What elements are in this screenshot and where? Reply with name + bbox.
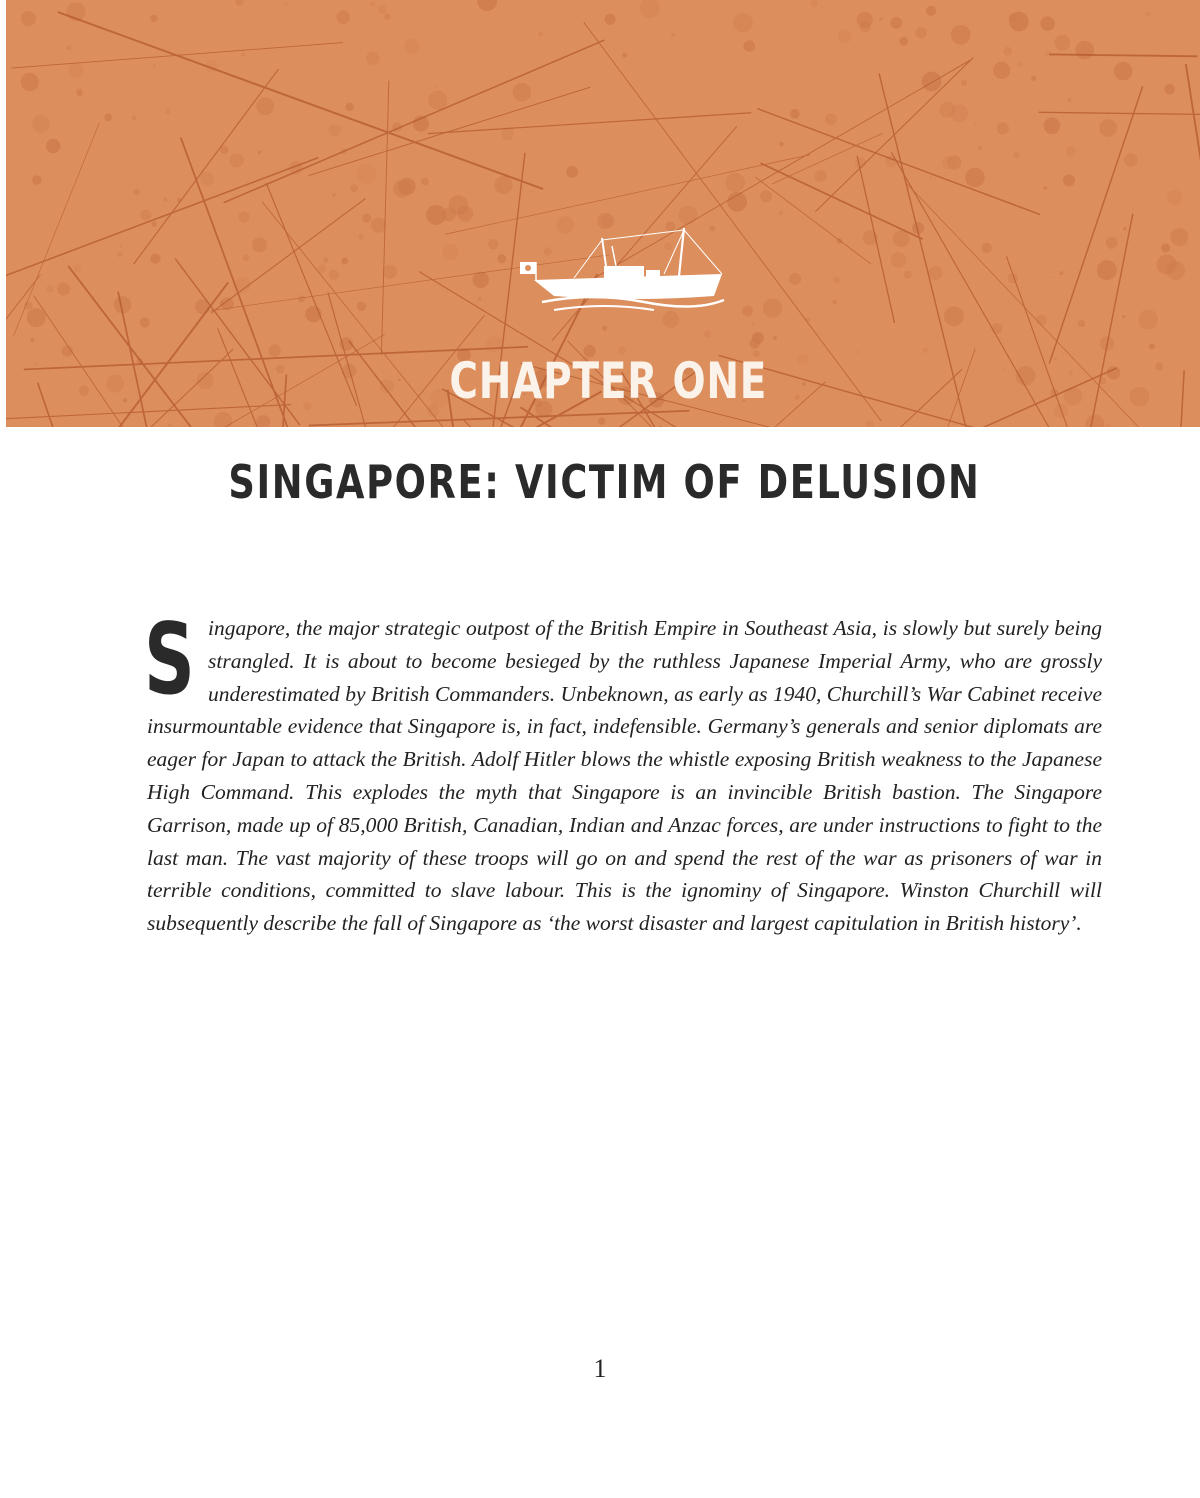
drop-cap: S — [144, 603, 195, 717]
chapter-banner — [6, 0, 1200, 427]
steamship-icon — [514, 222, 734, 322]
chapter-title: SINGAPORE: VICTIM OF DELUSION — [228, 455, 981, 509]
page-number: 1 — [593, 1354, 607, 1383]
body-paragraph — [144, 603, 1102, 940]
body-text: ingapore, the major strategic outpost of the British Empire in Southeast Asia, is slowly but surely being strangled. It is about to become besieged by the ruthless Japanese Imperial Army, who are grossly underestimated by British Commanders. Unbeknown, as early as 1940, Churchill’s War Cabinet receive insurmountable evidence that Singapore is, in fact, indefensible. Germany’s generals and senior diplomats are eager for Japan to attack the British. Adolf Hitler blows the whistle exposing British weakness to the Japanese High Command. This explodes the myth that Singapore is an invincible British bastion. The Singapore Garrison, made up of 85,000 British, Canadian, Indian and Anzac forces, are under instructions to fight to the last man. The vast majority of these troops will go on and spend the rest of the war as prisoners of war in terrible conditions, committed to slave labour. This is the ignominy of Singapore. Winston Churchill will subsequently describe the fall of Singapore as ‘the worst disaster and largest capitulation in British history’. — [147, 616, 1102, 936]
chapter-label: CHAPTER ONE — [449, 352, 768, 410]
